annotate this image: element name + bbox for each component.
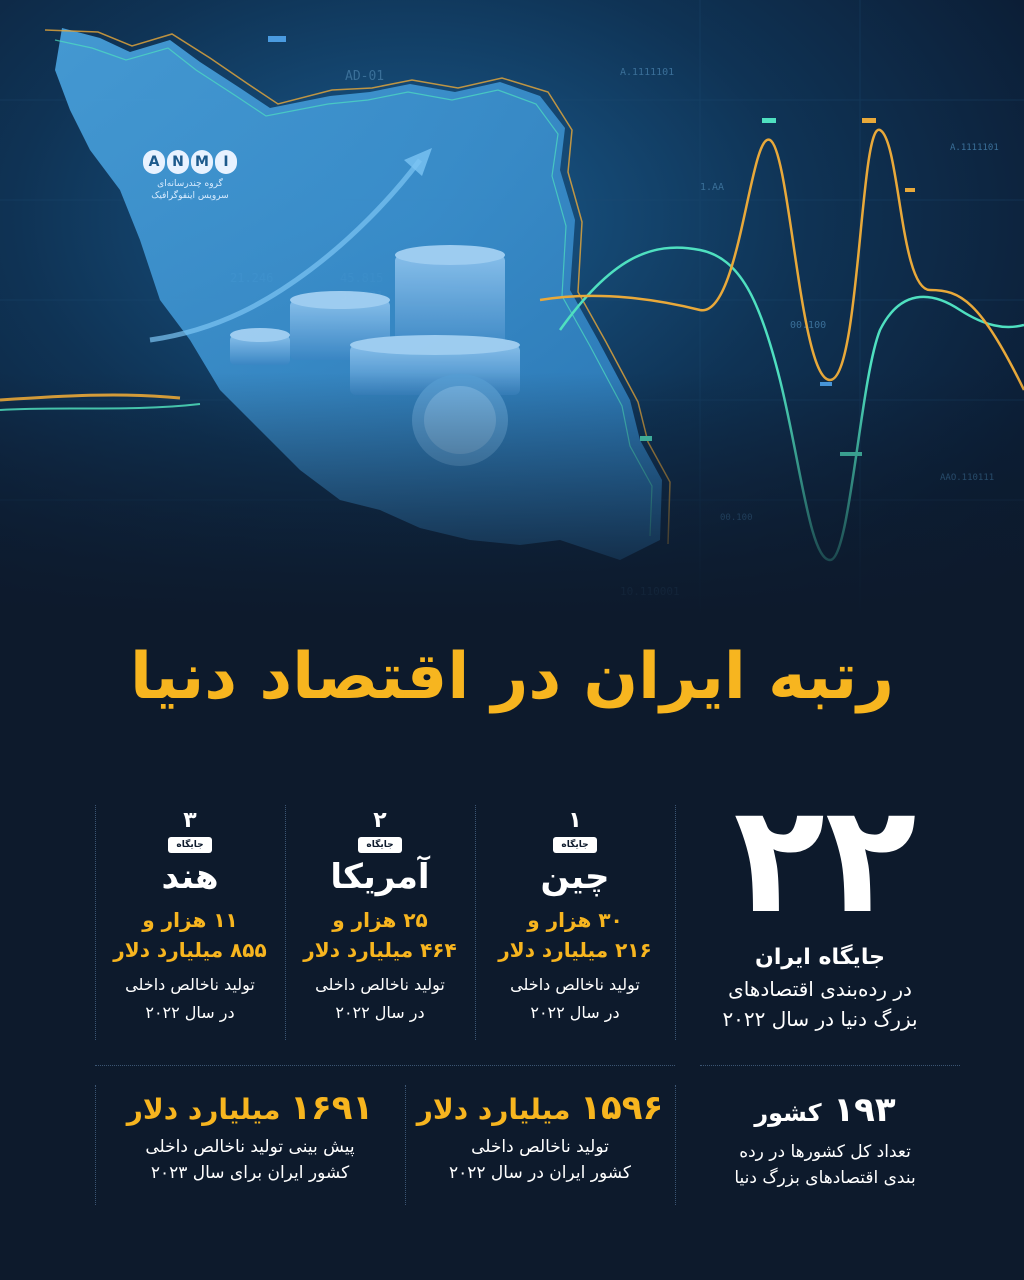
logo-mark: [140, 150, 240, 174]
iran-rank-number: ۲۲: [733, 773, 917, 947]
iran-gdp-2022-text-line2: کشور ایران در سال ۲۰۲۲: [449, 1163, 631, 1183]
divider: [700, 1065, 960, 1066]
gdp-desc-line1: تولید ناخالص داخلی: [510, 975, 640, 994]
iran-gdp-2022-block: [415, 1090, 665, 1186]
rank-badge: جایگاه: [168, 837, 211, 853]
gdp-desc-line2: در سال ۲۰۲۲: [145, 1003, 235, 1022]
gdp-desc-line2: در سال ۲۰۲۲: [530, 1003, 620, 1022]
rank-number: ۲: [373, 808, 387, 833]
brand-subtitle-line2: سرویس اینفوگرافیک: [151, 191, 229, 201]
gdp-value-line2: ۸۵۵ میلیارد دلار: [113, 938, 267, 962]
rank-card-india: [100, 810, 280, 1027]
divider: [95, 1065, 675, 1066]
countries-total-text-line1: تعداد کل کشورها در رده: [739, 1142, 911, 1162]
logo-letter: M: [191, 150, 213, 174]
hero-graphic: [0, 0, 1024, 620]
countries-total-unit: کشور: [754, 1099, 822, 1127]
iran-gdp-2023-unit: میلیارد دلار: [126, 1093, 281, 1126]
rank-badge: جایگاه: [358, 837, 401, 853]
iran-gdp-2023-number: ۱۶۹۱: [290, 1088, 374, 1128]
divider: [475, 805, 476, 1040]
logo-letter: I: [215, 150, 237, 174]
rank-number: ۳: [183, 808, 197, 833]
logo-letter: N: [167, 150, 189, 174]
gdp-desc-line1: تولید ناخالص داخلی: [125, 975, 255, 994]
rank-card-usa: [290, 810, 470, 1027]
brand-subtitle-line1: گروه چندرسانه‌ای: [157, 179, 223, 189]
gdp-desc-line2: در سال ۲۰۲۲: [335, 1003, 425, 1022]
rank-badge: جایگاه: [553, 837, 596, 853]
divider: [675, 1085, 676, 1205]
divider: [95, 1085, 96, 1205]
iran-rank-block: [690, 945, 950, 1034]
divider: [285, 805, 286, 1040]
iran-gdp-2022-number: ۱۵۹۶: [580, 1088, 664, 1128]
gdp-value-line2: ۲۱۶ میلیارد دلار: [498, 938, 652, 962]
rank-number: ۱: [568, 808, 582, 833]
iran-rank-label: جایگاه ایران: [755, 945, 885, 970]
divider: [675, 805, 676, 1040]
countries-total-number: ۱۹۳: [833, 1090, 896, 1130]
gdp-desc-line1: تولید ناخالص داخلی: [315, 975, 445, 994]
rank-card-china: [485, 810, 665, 1027]
gdp-value-line1: ۲۵ هزار و: [332, 908, 428, 932]
divider: [95, 805, 96, 1040]
iran-gdp-2022-text-line1: تولید ناخالص داخلی: [471, 1137, 609, 1157]
iran-gdp-2023-text-line2: کشور ایران برای سال ۲۰۲۳: [150, 1163, 350, 1183]
hero-fade: [0, 0, 1024, 620]
logo-letter: A: [143, 150, 165, 174]
page-title: رتبه ایران در اقتصاد دنیا: [130, 640, 894, 714]
brand-logo: [140, 150, 240, 202]
iran-rank-text-line2: بزرگ دنیا در سال ۲۰۲۲: [722, 1007, 918, 1031]
divider: [405, 1085, 406, 1205]
iran-gdp-2023-text-line1: پیش بینی تولید ناخالص داخلی: [145, 1137, 355, 1157]
countries-total-text-line2: بندی اقتصادهای بزرگ دنیا: [734, 1168, 916, 1188]
iran-gdp-2022-unit: میلیارد دلار: [416, 1093, 571, 1126]
country-name: آمریکا: [330, 857, 430, 897]
gdp-value-line1: ۳۰ هزار و: [527, 908, 623, 932]
iran-rank-text-line1: در رده‌بندی اقتصادهای: [728, 977, 912, 1001]
gdp-value-line1: ۱۱ هزار و: [142, 908, 238, 932]
country-name: هند: [161, 857, 219, 897]
iran-gdp-2023-block: [105, 1090, 395, 1186]
brand-subtitle: [140, 178, 240, 202]
country-name: چین: [540, 857, 610, 897]
hero-illustration: [0, 0, 1024, 620]
gdp-value-line2: ۴۶۴ میلیارد دلار: [303, 938, 457, 962]
countries-total-block: [690, 1090, 960, 1191]
